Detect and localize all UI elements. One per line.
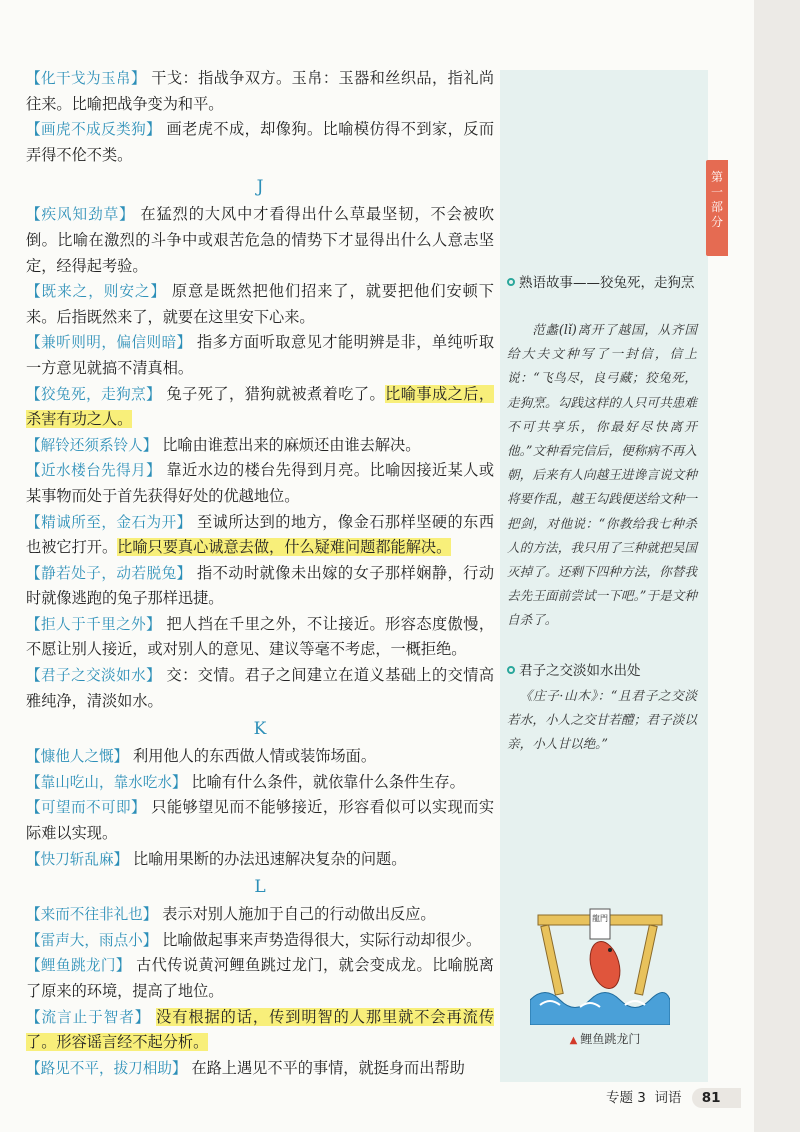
idiom-term: 【靠山吃山，靠水吃水】 (26, 773, 187, 791)
idiom-entry (26, 663, 494, 714)
idiom-term: 【兼听则明，偏信则暗】 (26, 334, 192, 352)
idiom-definition: 比喻做起事来声势造得很大，实际行动却很少。 (162, 930, 482, 949)
highlighted-meaning: 比喻只要真心诚意去做，什么疑难问题都能解决。 (117, 538, 452, 557)
idiom-definition: 比喻有什么条件，就依靠什么条件生存。 (191, 772, 465, 791)
idiom-term: 【君子之交淡如水】 (26, 667, 162, 685)
page-number: 81 (692, 1088, 741, 1108)
idiom-definition: 至诚所达到的地方，像金石那样坚硬的东西也被它打开。 (26, 512, 494, 557)
idiom-entry (26, 510, 494, 561)
idiom-entry (26, 382, 494, 433)
idiom-definition: 原意是既然把他们招来了，就要把他们安顿下来。后指既然来了，就要在这里安下心来。 (26, 282, 494, 326)
part-tab-char: 一 (710, 185, 723, 199)
part-tab-char: 第 (710, 170, 723, 184)
idiom-term: 【静若处子，动若脱兔】 (26, 564, 192, 582)
idiom-entry (26, 1005, 494, 1056)
footer-topic: 词语 (654, 1090, 682, 1106)
gate-sign: 龍門 (592, 914, 608, 923)
letter-heading-j: J (256, 177, 264, 198)
part-tab-char: 部 (710, 200, 723, 214)
highlighted-meaning: 没有根据的话，传到明智的人那里就不会再流传了。形容谣言经不起分析。 (26, 1007, 495, 1052)
origin-title-text: 君子之交淡如水出处 (519, 663, 641, 679)
bullet-icon (507, 666, 515, 674)
idiom-term: 【近水楼台先得月】 (26, 462, 162, 480)
idiom-term: 【可望而不可即】 (26, 799, 147, 817)
main-column (26, 66, 494, 1081)
idiom-term: 【狡兔死，走狗烹】 (26, 385, 162, 403)
origin-title (507, 660, 699, 683)
idiom-term: 【鲤鱼跳龙门】 (26, 957, 131, 975)
entry-list-j (26, 202, 494, 714)
idiom-entry (26, 458, 494, 509)
bullet-icon (507, 278, 515, 286)
idiom-term: 【拒人于千里之外】 (26, 615, 162, 633)
idiom-term: 【解铃还须系铃人】 (26, 436, 158, 454)
idiom-term: 【来而不往非礼也】 (26, 906, 158, 924)
idiom-definition: 靠近水边的楼台先得到月亮。比喻因接近某人或某事物而处于首先获得好处的优越地位。 (26, 461, 495, 505)
idiom-definition: 比喻用果断的办法迅速解决复杂的问题。 (133, 849, 407, 868)
idiom-definition: 只能够望见而不能够接近，形容看似可以实现而实际难以实现。 (26, 798, 495, 843)
idiom-term: 【既来之，则安之】 (26, 283, 167, 301)
idiom-definition: 古代传说黄河鲤鱼跳过龙门，就会变成龙。比喻脱离了原来的环境，提高了地位。 (26, 956, 494, 1000)
letter-heading-l: L (254, 877, 266, 898)
idiom-definition: 在路上遇见不平的事情，就挺身而出帮助 (191, 1058, 465, 1077)
idiom-term: 【雷声大，雨点小】 (26, 931, 158, 949)
idiom-entry (26, 117, 494, 168)
idiom-entry (26, 612, 494, 663)
story-body: 范蠡(lǐ)离开了越国，从齐国给大夫文种写了一封信，信上说：“飞鸟尽，良弓藏；狡兔死，走狗烹。勾践这样的人只可共患难不可共享乐，你最好尽快离开他。”文种看完信后，便称病不再入朝，后来有人向越王进谗言说文种将要作乱，越王勾践便送给文种一把剑，对他说：“你教给我七种杀人的方法，我只用了三种就把吴国灭掉了。还剩下四种方法，你替我去先王面前尝试一下吧。”于是文种自杀了。 (507, 322, 697, 628)
page-footer (606, 1086, 741, 1108)
idiom-entry (26, 795, 494, 846)
idiom-term: 【精诚所至，金石为开】 (26, 513, 192, 531)
idiom-term: 【快刀斩乱麻】 (26, 850, 129, 868)
story-title (507, 272, 699, 295)
idiom-definition: 交：交情。君子之间建立在道义基础上的交情高雅纯净，清淡如水。 (26, 666, 495, 710)
entry-list-top (26, 66, 494, 168)
part-tab (706, 160, 728, 256)
page-edge (754, 0, 800, 1132)
idiom-term: 【慷他人之慨】 (26, 748, 129, 766)
idiom-definition: 在猛烈的大风中才看得出什么草最坚韧，不会被吹倒。比喻在激烈的斗争中或艰苦危急的情势下才显得出什么人意志坚定，经得起考验。 (26, 205, 495, 275)
idiom-entry (26, 433, 494, 459)
idiom-definition: 利用他人的东西做人情或装饰场面。 (133, 747, 376, 766)
carp-dragon-gate-illustration (530, 905, 670, 1025)
idiom-entry (26, 953, 494, 1004)
highlighted-meaning: 比喻事成之后，杀害有功之人。 (26, 384, 495, 429)
idiom-entry (26, 1056, 494, 1082)
idiom-definition: 表示对别人施加于自己的行动做出反应。 (162, 905, 436, 924)
idiom-definition: 画老虎不成，却像狗。比喻模仿得不到家，反而弄得不伦不类。 (26, 120, 495, 164)
idiom-definition: 干戈：指战争双方。玉帛：玉器和丝织品，指礼尚往来。比喻把战争变为和平。 (26, 69, 495, 113)
letter-heading-k: K (253, 719, 267, 740)
idiom-entry (26, 66, 494, 117)
illustration-caption (535, 1030, 675, 1047)
origin-body: 《庄子·山木》：“且君子之交淡若水，小人之交甘若醴；君子淡以亲，小人甘以绝。” (507, 688, 697, 752)
idiom-entry (26, 744, 494, 770)
story-title-text: 熟语故事——狡兔死，走狗烹 (519, 275, 695, 291)
idiom-definition: 指多方面听取意见才能明辨是非，单纯听取一方意见就搞不清真相。 (26, 333, 494, 377)
triangle-icon: ▲ (569, 1035, 578, 1046)
idiom-entry (26, 279, 494, 330)
part-tab-char: 分 (710, 215, 723, 229)
idiom-entry (26, 330, 494, 381)
idiom-entry (26, 202, 494, 279)
idiom-entry (26, 770, 494, 796)
idiom-term: 【流言止于智者】 (26, 1008, 151, 1026)
idiom-term: 【化干戈为玉帛】 (26, 70, 147, 87)
caption-text: 鲤鱼跳龙门 (580, 1032, 641, 1046)
idiom-entry (26, 928, 494, 954)
idiom-term: 【路见不平，拔刀相助】 (26, 1059, 187, 1077)
idiom-term: 【疾风知劲草】 (26, 206, 135, 224)
idiom-definition: 把人挡在千里之外，不让接近。形容态度傲慢，不愿让别人接近，或对别人的意见、建议等毫不考虑，一概拒绝。 (26, 614, 495, 659)
idiom-definition: 指不动时就像未出嫁的女子那样娴静，行动时就像逃跑的兔子那样迅捷。 (26, 563, 494, 608)
idiom-entry (26, 847, 494, 873)
idiom-definition: 兔子死了，猎狗就被煮着吃了。 (166, 384, 386, 403)
idiom-entry (26, 561, 494, 612)
footer-section: 专题 3 (606, 1090, 646, 1106)
entry-list-k (26, 744, 494, 872)
idiom-definition: 比喻由谁惹出来的麻烦还由谁去解决。 (162, 435, 421, 454)
entry-list-l (26, 902, 494, 1081)
idiom-term: 【画虎不成反类狗】 (26, 121, 162, 139)
idiom-entry (26, 902, 494, 928)
